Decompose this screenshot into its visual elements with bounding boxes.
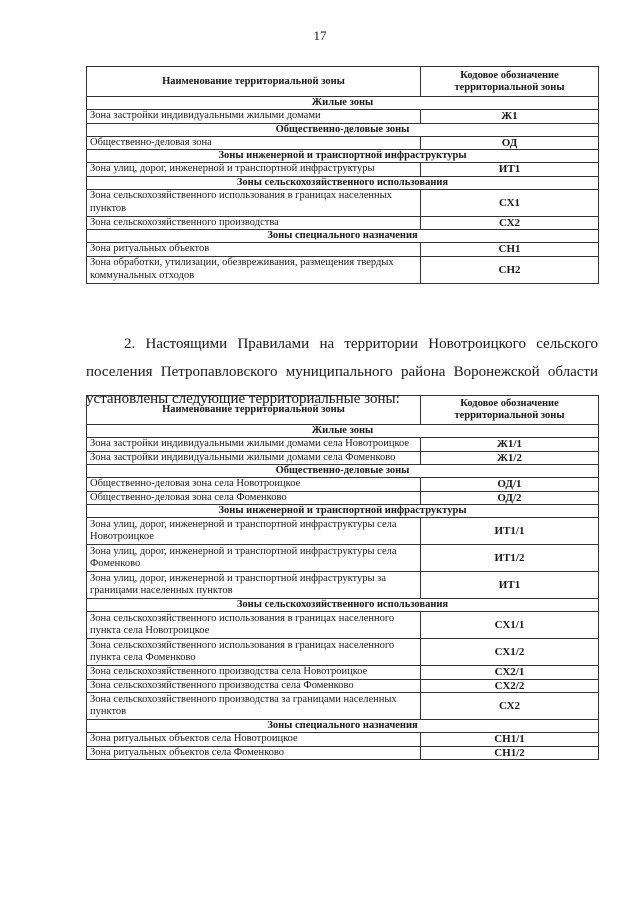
section-row xyxy=(87,465,599,478)
zone-code: ОД/1 xyxy=(421,478,599,492)
table-row xyxy=(87,666,599,680)
zone-name: Зона улиц, дорог, инженерной и транспортной инфраструктуры xyxy=(87,163,421,177)
column-header-zone-name: Наименование территориальной зоны xyxy=(87,396,421,425)
table-row xyxy=(87,478,599,492)
table-row xyxy=(87,545,599,572)
zone-name: Общественно-деловая зона села Новотроицкое xyxy=(87,478,421,492)
section-row xyxy=(87,97,599,110)
zone-code: Ж1/1 xyxy=(421,438,599,452)
table-row xyxy=(87,518,599,545)
zone-code: СХ2/1 xyxy=(421,666,599,680)
section-title: Жилые зоны xyxy=(87,97,599,110)
zone-name: Общественно-деловая зона села Фоменково xyxy=(87,491,421,505)
zone-name: Зона улиц, дорог, инженерной и транспортной инфраструктуры за границами населенных пунктов xyxy=(87,572,421,599)
paragraph-zones-intro: 2. Настоящими Правилами на территории Новотроицкого сельского поселения Петропавловского муниципального района Воронежской области установлены следующие территориальные зоны: xyxy=(86,336,598,407)
table-row xyxy=(87,438,599,452)
zone-name: Зона сельскохозяйственного производства села Новотроицкое xyxy=(87,666,421,680)
table-row xyxy=(87,189,599,216)
section-title: Зоны инженерной и транспортной инфраструктуры xyxy=(87,150,599,163)
zone-code: ОД xyxy=(421,136,599,150)
zone-name: Зона застройки индивидуальными жилыми домами села Новотроицкое xyxy=(87,438,421,452)
zone-code: СН1/2 xyxy=(421,746,599,760)
section-row xyxy=(87,599,599,612)
section-title: Жилые зоны xyxy=(87,425,599,438)
zone-code: ОД/2 xyxy=(421,491,599,505)
column-header-zone-code: Кодовое обозначение территориальной зоны xyxy=(421,396,599,425)
section-row xyxy=(87,150,599,163)
zone-code: Ж1 xyxy=(421,110,599,124)
table-row xyxy=(87,612,599,639)
section-title: Зоны специального назначения xyxy=(87,720,599,733)
zone-code: СН1 xyxy=(421,243,599,257)
section-title: Зоны специального назначения xyxy=(87,230,599,243)
zone-code: СН1/1 xyxy=(421,733,599,747)
table-row xyxy=(87,693,599,720)
zone-name: Зона улиц, дорог, инженерной и транспортной инфраструктуры села Фоменково xyxy=(87,545,421,572)
page-number: 17 xyxy=(313,28,327,43)
section-row xyxy=(87,176,599,189)
zone-name: Общественно-деловая зона xyxy=(87,136,421,150)
section-title: Зоны сельскохозяйственного использования xyxy=(87,176,599,189)
zone-code: СХ2/2 xyxy=(421,679,599,693)
table-row xyxy=(87,572,599,599)
zone-code: ИТ1/2 xyxy=(421,545,599,572)
section-row xyxy=(87,230,599,243)
table-row xyxy=(87,679,599,693)
zone-name: Зона ритуальных объектов xyxy=(87,243,421,257)
table-row xyxy=(87,110,599,124)
table-row xyxy=(87,491,599,505)
table-row xyxy=(87,256,599,283)
zone-code: СН2 xyxy=(421,256,599,283)
zone-name: Зона улиц, дорог, инженерной и транспортной инфраструктуры села Новотроицкое xyxy=(87,518,421,545)
zone-code: ИТ1 xyxy=(421,572,599,599)
zone-name: Зона ритуальных объектов села Новотроицкое xyxy=(87,733,421,747)
zone-code: ИТ1 xyxy=(421,163,599,177)
table-row xyxy=(87,243,599,257)
table-row xyxy=(87,733,599,747)
column-header-zone-code: Кодовое обозначение территориальной зоны xyxy=(421,67,599,97)
zone-name: Зона сельскохозяйственного использования в границах населенного пункта села Фоменково xyxy=(87,639,421,666)
zone-name: Зона сельскохозяйственного производства xyxy=(87,216,421,230)
zone-code: СХ2 xyxy=(421,693,599,720)
zones-table-general xyxy=(86,66,599,284)
zone-code: Ж1/2 xyxy=(421,451,599,465)
table-row xyxy=(87,216,599,230)
zones-table-settlements xyxy=(86,395,599,760)
section-row xyxy=(87,425,599,438)
zone-code: СХ1/1 xyxy=(421,612,599,639)
section-row xyxy=(87,123,599,136)
zone-code: СХ1/2 xyxy=(421,639,599,666)
zone-name: Зона ритуальных объектов села Фоменково xyxy=(87,746,421,760)
table-row xyxy=(87,639,599,666)
section-title: Общественно-деловые зоны xyxy=(87,123,599,136)
zone-code: СХ1 xyxy=(421,189,599,216)
zone-code: СХ2 xyxy=(421,216,599,230)
zone-code: ИТ1/1 xyxy=(421,518,599,545)
zone-name: Зона сельскохозяйственного производства села Фоменково xyxy=(87,679,421,693)
zone-name: Зона сельскохозяйственного использования в границах населенных пунктов xyxy=(87,189,421,216)
section-title: Зоны инженерной и транспортной инфраструктуры xyxy=(87,505,599,518)
zone-name: Зона застройки индивидуальными жилыми домами села Фоменково xyxy=(87,451,421,465)
section-row xyxy=(87,505,599,518)
section-row xyxy=(87,720,599,733)
table-row xyxy=(87,163,599,177)
table-row xyxy=(87,136,599,150)
table-row xyxy=(87,746,599,760)
table-row xyxy=(87,451,599,465)
zone-name: Зона застройки индивидуальными жилыми домами xyxy=(87,110,421,124)
zone-name: Зона сельскохозяйственного производства за границами населенных пунктов xyxy=(87,693,421,720)
section-title: Общественно-деловые зоны xyxy=(87,465,599,478)
zone-name: Зона обработки, утилизации, обезвреживания, размещения твердых коммунальных отходов xyxy=(87,256,421,283)
section-title: Зоны сельскохозяйственного использования xyxy=(87,599,599,612)
zone-name: Зона сельскохозяйственного использования в границах населенного пункта села Новотроицкое xyxy=(87,612,421,639)
column-header-zone-name: Наименование территориальной зоны xyxy=(87,67,421,97)
